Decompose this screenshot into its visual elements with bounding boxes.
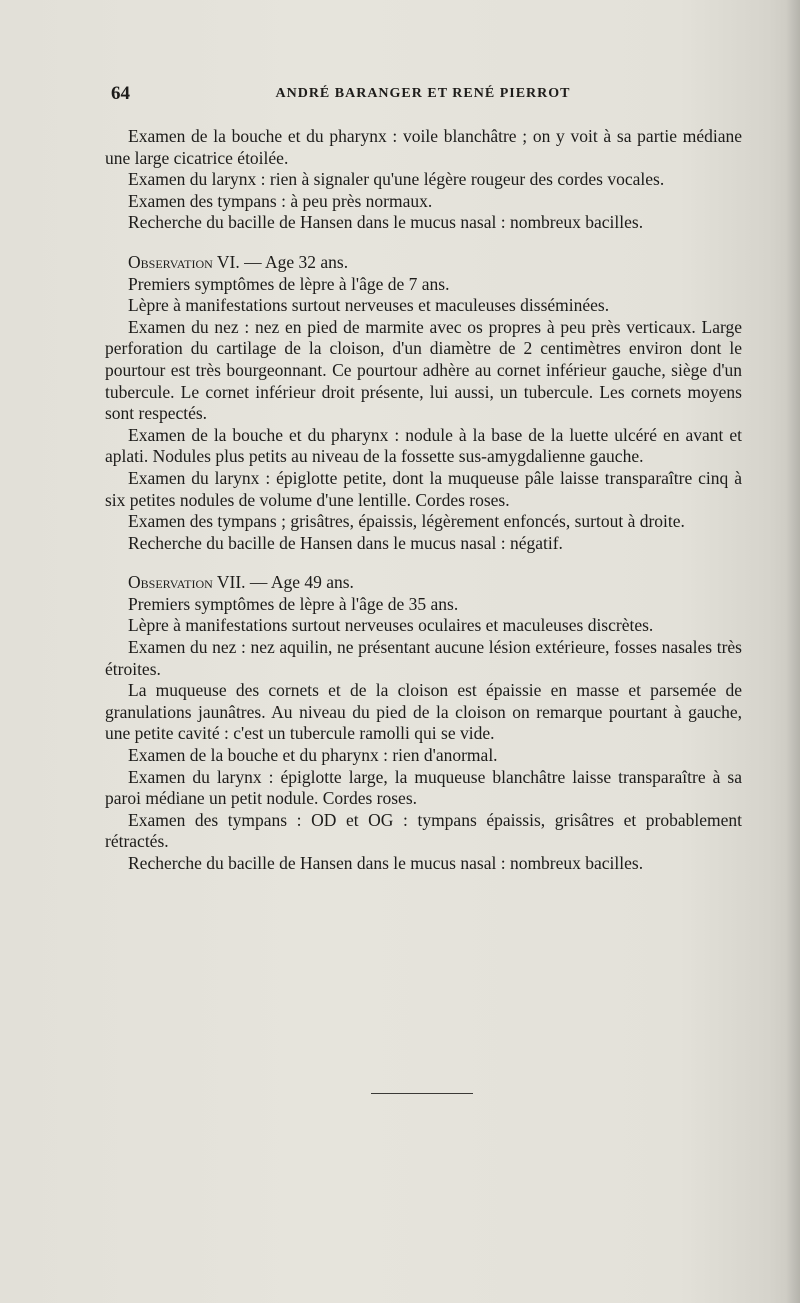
paragraph: Examen des tympans : à peu près normaux. [128, 190, 433, 211]
paragraph: Premiers symptômes de lèpre à l'âge de 35 ans. [128, 593, 459, 614]
paragraph: Lèpre à manifestations surtout nerveuses oculaires et maculeuses discrètes. [128, 615, 654, 636]
observation-7-label: Observation VII. [128, 572, 246, 593]
paragraph: Examen des tympans ; grisâtres, épaissis, légèrement enfoncés, surtout à droite. [128, 511, 685, 532]
observation-6-age: — Age 32 ans. [239, 251, 349, 272]
paragraph: Recherche du bacille de Hansen dans le mucus nasal : négatif. [128, 532, 563, 553]
paragraph: Examen du larynx : épiglotte petite, dont la muqueuse pâle laisse transparaître cinq à six petites nodules de volume d'une lentille. Cordes roses. [105, 467, 742, 510]
observation-6-label: Observation VI. [128, 251, 240, 272]
paragraph: Examen du nez : nez en pied de marmite avec os propres à peu près verticaux. Large perforation du cartilage de la cloison, d'un diamètre de 2 centimètres environ dont le pourtour est très bourgeonnant. Ce pourtour adhère au cornet inférieur gauche, siège d'un tubercule. Le cornet inférieur droit présente, lui aussi, un tubercule. Les cornets moyens sont respectés. [105, 316, 742, 424]
running-head: ANDRÉ BARANGER ET RENÉ PIERROT [275, 86, 571, 101]
page-body [105, 126, 742, 875]
observation-6-heading [105, 252, 742, 274]
paragraph: Examen du larynx : épiglotte large, la muqueuse blanchâtre laisse transparaître à sa paroi médiane un petit nodule. Cordes roses. [105, 766, 742, 809]
paragraph: La muqueuse des cornets et de la cloison est épaissie en masse et parsemée de granulations jaunâtres. Au niveau du pied de la cloison on remarque pourtant à gauche, une petite cavité : c'est un tubercule ramolli qui se vide. [105, 680, 742, 744]
paragraph: Examen de la bouche et du pharynx : voile blanchâtre ; on y voit à sa partie médiane une large cicatrice étoilée. [105, 126, 742, 168]
paragraph: Recherche du bacille de Hansen dans le mucus nasal : nombreux bacilles. [128, 212, 644, 233]
observation-7-heading [105, 572, 742, 594]
paragraph: Examen des tympans : OD et OG : tympans épaissis, grisâtres et probablement rétractés. [105, 809, 742, 852]
paragraph: Recherche du bacille de Hansen dans le mucus nasal : nombreux bacilles. [128, 853, 644, 873]
page-edge-shadow [786, 0, 800, 1303]
paragraph: Examen du larynx : rien à signaler qu'une légère rougeur des cordes vocales. [128, 169, 665, 190]
paragraph: Examen de la bouche et du pharynx : rien d'anormal. [128, 745, 498, 766]
page-header [103, 83, 743, 107]
observation-7-age: — Age 49 ans. [245, 572, 354, 593]
section-end-rule [371, 1093, 473, 1094]
paragraph: Lèpre à manifestations surtout nerveuses et maculeuses disséminées. [128, 295, 610, 316]
paragraph: Examen de la bouche et du pharynx : nodule à la base de la luette ulcéré en avant et aplati. Nodules plus petits au niveau de la fossette sus-amygdalienne gauche. [105, 424, 742, 467]
paragraph: Examen du nez : nez aquilin, ne présentant aucune lésion extérieure, fosses nasales très étroites. [105, 637, 742, 679]
page-number: 64 [111, 83, 130, 104]
paragraph: Premiers symptômes de lèpre à l'âge de 7 ans. [128, 273, 450, 294]
